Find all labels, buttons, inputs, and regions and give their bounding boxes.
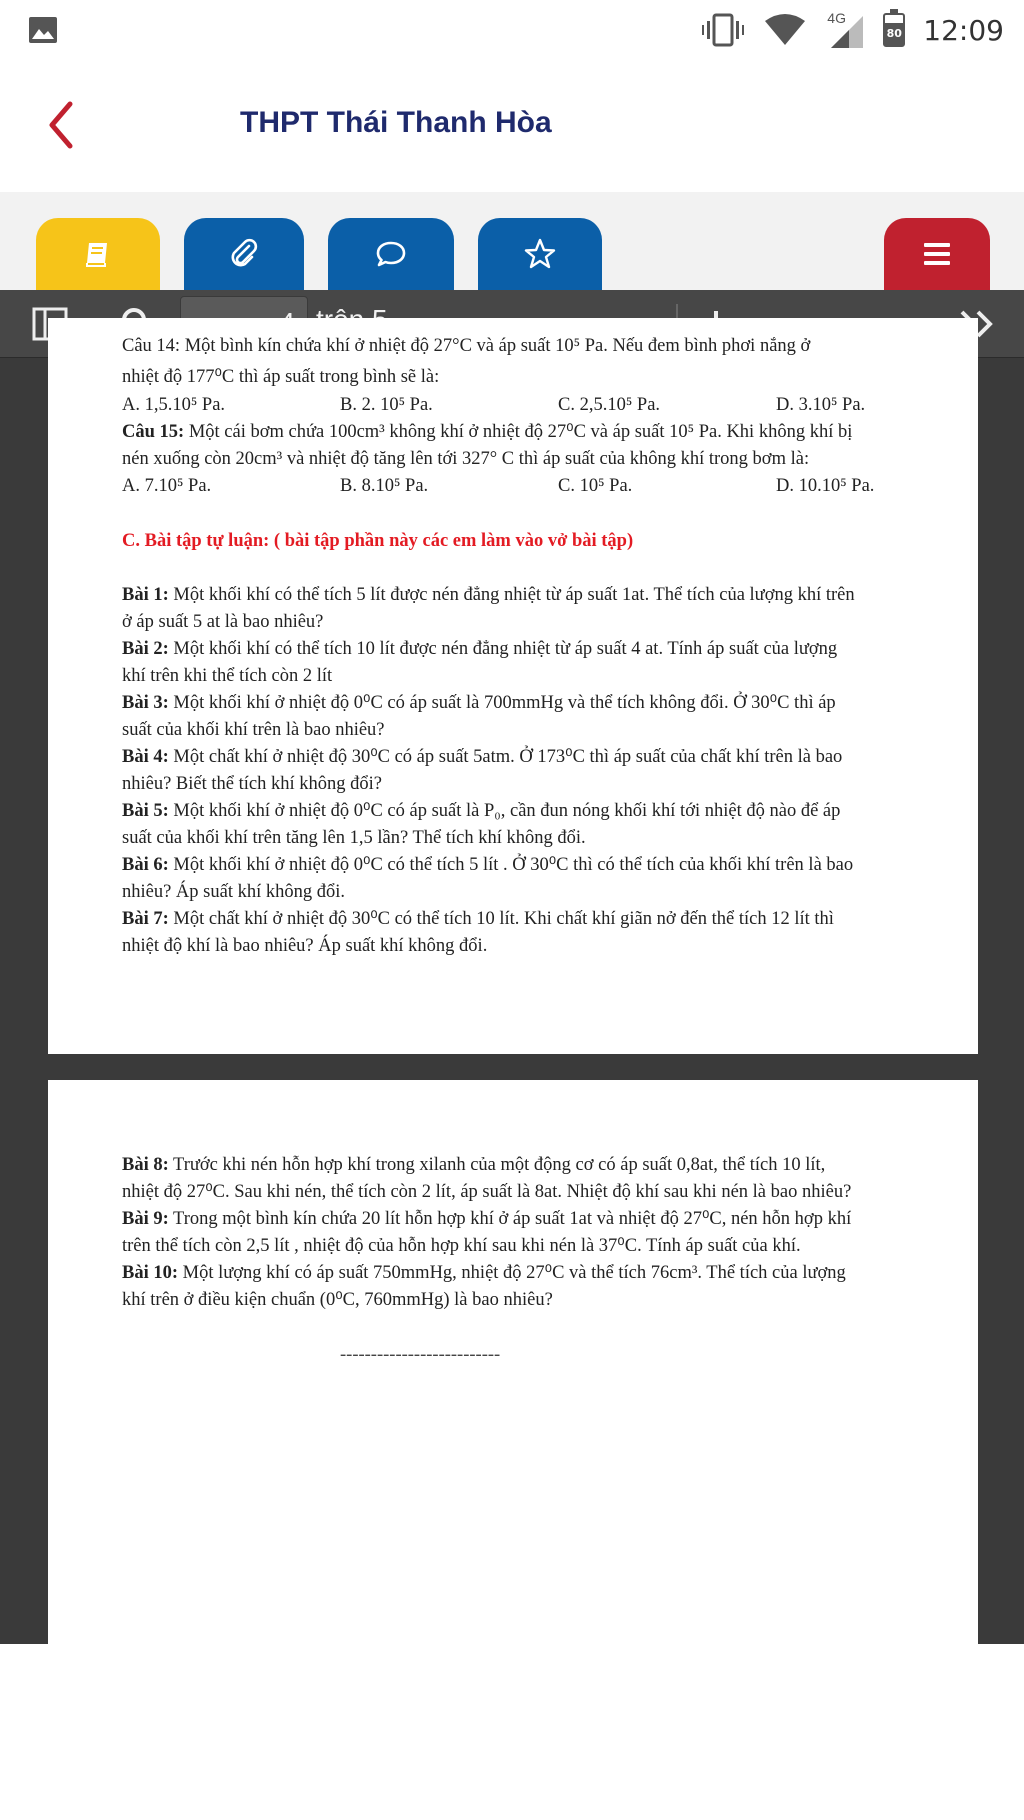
hamburger-icon (920, 237, 954, 271)
b7-line-2: nhiệt độ khí là bao nhiêu? Áp suất khí không đổi. (122, 936, 488, 956)
b7-text-1: Một chất khí ở nhiệt độ 30⁰C có thể tích 10 lít. Khi chất khí giãn nở đến thể tích 12 lít thì (168, 909, 834, 929)
q15-option-a: A. 7.10⁵ Pa. (122, 476, 212, 496)
b10-line-2: khí trên ở điều kiện chuẩn (0⁰C, 760mmHg) là bao nhiêu? (122, 1290, 553, 1310)
q14-option-d: D. 3.10⁵ Pa. (776, 395, 866, 415)
b9-text-1: Trong một bình kín chứa 20 lít hỗn hợp khí ở áp suất 1at và nhiệt độ 27⁰C, nén hỗn hợp khí (168, 1209, 852, 1229)
gallery-icon (28, 16, 58, 44)
chat-bubble-icon (374, 237, 408, 271)
b3-text-1: Một khối khí ở nhiệt độ 0⁰C có áp suất là 700mmHg và thể tích không đổi. Ở 30⁰C thì áp (168, 693, 836, 713)
b3-line-1 (122, 690, 912, 717)
b2-line-2: khí trên khi thể tích còn 2 lít (122, 666, 333, 686)
paperclip-icon (227, 237, 261, 271)
b10-line-1 (122, 1260, 912, 1287)
b9-label: Bài 9: (122, 1209, 169, 1229)
b1-text-1: Một khối khí có thể tích 5 lít được nén đẳng nhiệt từ áp suất 1at. Thể tích của lượng khí trên (168, 585, 855, 605)
app-title: THPT Thái Thanh Hòa (240, 106, 552, 139)
b3-label: Bài 3: (122, 693, 169, 713)
tab-chat[interactable] (328, 218, 454, 290)
vibrate-icon (701, 13, 745, 47)
b5-line-1 (122, 798, 912, 825)
b4-line-2: nhiêu? Biết thể tích khí không đổi? (122, 774, 382, 794)
b7-label: Bài 7: (122, 909, 169, 929)
pdf-viewer[interactable] (0, 336, 1024, 1644)
end-separator: -------------------------- (340, 1345, 501, 1365)
b1-line-1 (122, 582, 912, 609)
b4-text-1: Một chất khí ở nhiệt độ 30⁰C có áp suất 5atm. Ở 173⁰C thì áp suất của chất khí trên là bao (168, 747, 843, 767)
b1-line-2: ở áp suất 5 at là bao nhiêu? (122, 612, 324, 632)
back-arrow-icon[interactable] (40, 98, 84, 152)
network-type: 4G (827, 10, 846, 26)
cell-signal (825, 10, 865, 50)
b8-line-1 (122, 1152, 912, 1179)
book-icon (81, 237, 115, 271)
app-header (0, 60, 1024, 192)
q14-option-c: C. 2,5.10⁵ Pa. (558, 395, 661, 415)
b8-text-1: Trước khi nén hỗn hợp khí trong xilanh của một động cơ có áp suất 0,8at, thể tích 10 lít, (168, 1155, 826, 1175)
b5-label: Bài 5: (122, 801, 169, 821)
status-bar (0, 0, 1024, 60)
b9-line-2: trên thể tích còn 2,5 lít , nhiệt độ của hỗn hợp khí sau khi nén là 37⁰C. Tính áp suất của khí. (122, 1236, 801, 1256)
q14-option-b: B. 2. 10⁵ Pa. (340, 395, 433, 415)
q14-line-2: nhiệt độ 177⁰C thì áp suất trong bình sẽ là: (122, 367, 440, 387)
q15-option-b: B. 8.10⁵ Pa. (340, 476, 429, 496)
b1-label: Bài 1: (122, 585, 169, 605)
b2-line-1 (122, 636, 912, 663)
b4-line-1 (122, 744, 912, 771)
battery-icon (883, 13, 905, 47)
battery-level: 80 (885, 23, 903, 45)
b4-label: Bài 4: (122, 747, 169, 767)
clock: 12:09 (923, 13, 1004, 47)
q15-label: Câu 15: (122, 422, 185, 442)
b2-label: Bài 2: (122, 639, 169, 659)
b2-text-1: Một khối khí có thể tích 10 lít được nén đẳng nhiệt từ áp suất 4 at. Tính áp suất của lượng (168, 639, 838, 659)
q15-option-c: C. 10⁵ Pa. (558, 476, 633, 496)
q14-option-a: A. 1,5.10⁵ Pa. (122, 395, 226, 415)
wifi-icon (763, 13, 807, 47)
section-c-heading: C. Bài tập tự luận: ( bài tập phần này các em làm vào vở bài tập) (122, 531, 634, 551)
q15-line-2: nén xuống còn 20cm³ và nhiệt độ tăng lên tới 327° C thì áp suất của không khí trong bơm là: (122, 449, 810, 469)
b8-line-2: nhiệt độ 27⁰C. Sau khi nén, thể tích còn 2 lít, áp suất là 8at. Nhiệt độ khí sau khi nén là bao nhiêu? (122, 1182, 852, 1202)
tab-menu[interactable] (884, 218, 990, 290)
pdf-page-5 (48, 1080, 978, 1680)
tab-attachments[interactable] (184, 218, 304, 290)
q15-line-1 (122, 419, 912, 446)
b8-label: Bài 8: (122, 1155, 169, 1175)
b6-text-1: Một khối khí ở nhiệt độ 0⁰C có thể tích 5 lít . Ở 30⁰C thì có thể tích của khối khí trên là bao (168, 855, 854, 875)
b10-text-1: Một lượng khí có áp suất 750mmHg, nhiệt độ 27⁰C và thể tích 76cm³. Thể tích của lượng (178, 1263, 846, 1283)
star-icon (523, 237, 557, 271)
b5-text-1: Một khối khí ở nhiệt độ 0⁰C có áp suất là P₀, cần đun nóng khối khí tới nhiệt độ nào để áp (168, 801, 841, 821)
q15-text-1: Một cái bơm chứa 100cm³ không khí ở nhiệt độ 27⁰C và áp suất 10⁵ Pa. Khi không khí bị (184, 422, 853, 442)
b6-line-2: nhiêu? Áp suất khí không đổi. (122, 882, 346, 902)
tab-favorites[interactable] (478, 218, 602, 290)
cut-off-line: Câu 14: Một bình kín chứa khí ở nhiệt độ 27°C và áp suất 10⁵ Pa. Nếu đem bình phơi nắng ở (122, 336, 811, 356)
b10-label: Bài 10: (122, 1263, 179, 1283)
q15-option-d: D. 10.10⁵ Pa. (776, 476, 875, 496)
b3-line-2: suất của khối khí trên là bao nhiêu? (122, 720, 385, 740)
b7-line-1 (122, 906, 912, 933)
signal-icon (825, 10, 865, 50)
tab-documents[interactable] (36, 218, 160, 290)
b6-line-1 (122, 852, 912, 879)
b5-line-2: suất của khối khí trên tăng lên 1,5 lần? Thể tích khí không đổi. (122, 828, 586, 848)
bottom-area (0, 1644, 1024, 1820)
pdf-page-4 (48, 318, 978, 1054)
b6-label: Bài 6: (122, 855, 169, 875)
tab-strip (0, 192, 1024, 290)
b9-line-1 (122, 1206, 912, 1233)
